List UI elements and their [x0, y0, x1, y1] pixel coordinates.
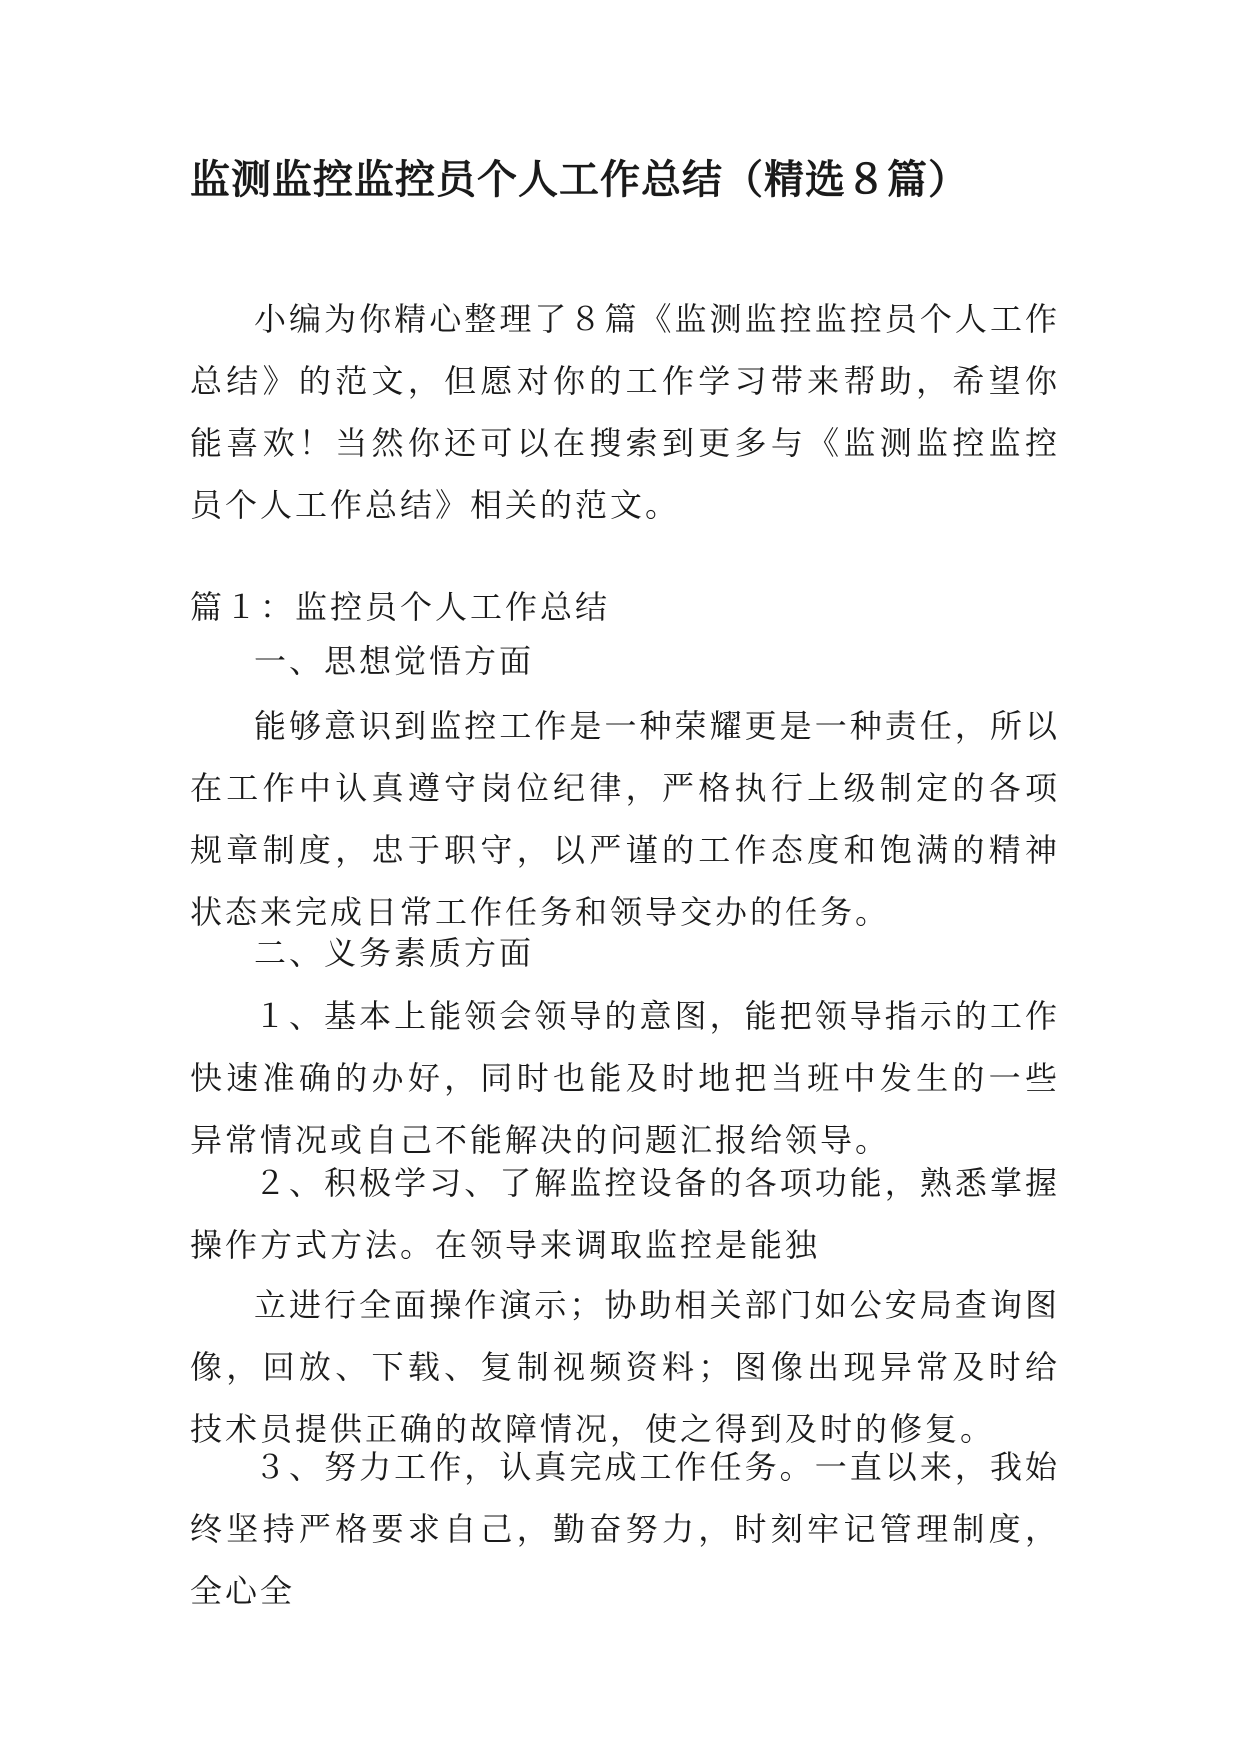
intro-paragraph: 小编为你精心整理了８篇《监测监控监控员个人工作总结》的范文，但愿对你的工作学习带来帮助，希望你能喜欢！当然你还可以在搜索到更多与《监测监控监控员个人工作总结》相关的范文。	[190, 300, 1060, 524]
paragraph-responsibility: 能够意识到监控工作是一种荣耀更是一种责任，所以在工作中认真遵守岗位纪律，严格执行上级制定的各项规章制度，忠于职守，以严谨的工作态度和饱满的精神状态来完成日常工作任务和领导交办的任务。	[190, 707, 1060, 931]
document-title: 监测监控监控员个人工作总结（精选８篇）	[190, 157, 969, 203]
section-heading: 篇１：监控员个人工作总结	[190, 588, 611, 626]
paragraph-item-2: ２、积极学习、了解监控设备的各项功能，熟悉掌握操作方式方法。在领导来调取监控是能独	[190, 1164, 1060, 1264]
subheading-quality: 二、义务素质方面	[254, 934, 535, 972]
paragraph-item-3: ３、努力工作，认真完成工作任务。一直以来，我始终坚持严格要求自己，勤奋努力，时刻牢记管理制度，全心全	[190, 1448, 1060, 1610]
subheading-thinking: 一、思想觉悟方面	[254, 642, 535, 680]
paragraph-item-2-continued: 立进行全面操作演示；协助相关部门如公安局查询图像，回放、下载、复制视频资料；图像出现异常及时给技术员提供正确的故障情况，使之得到及时的修复。	[190, 1286, 1060, 1448]
paragraph-item-1: １、基本上能领会领导的意图，能把领导指示的工作快速准确的办好，同时也能及时地把当班中发生的一些异常情况或自己不能解决的问题汇报给领导。	[190, 997, 1060, 1159]
